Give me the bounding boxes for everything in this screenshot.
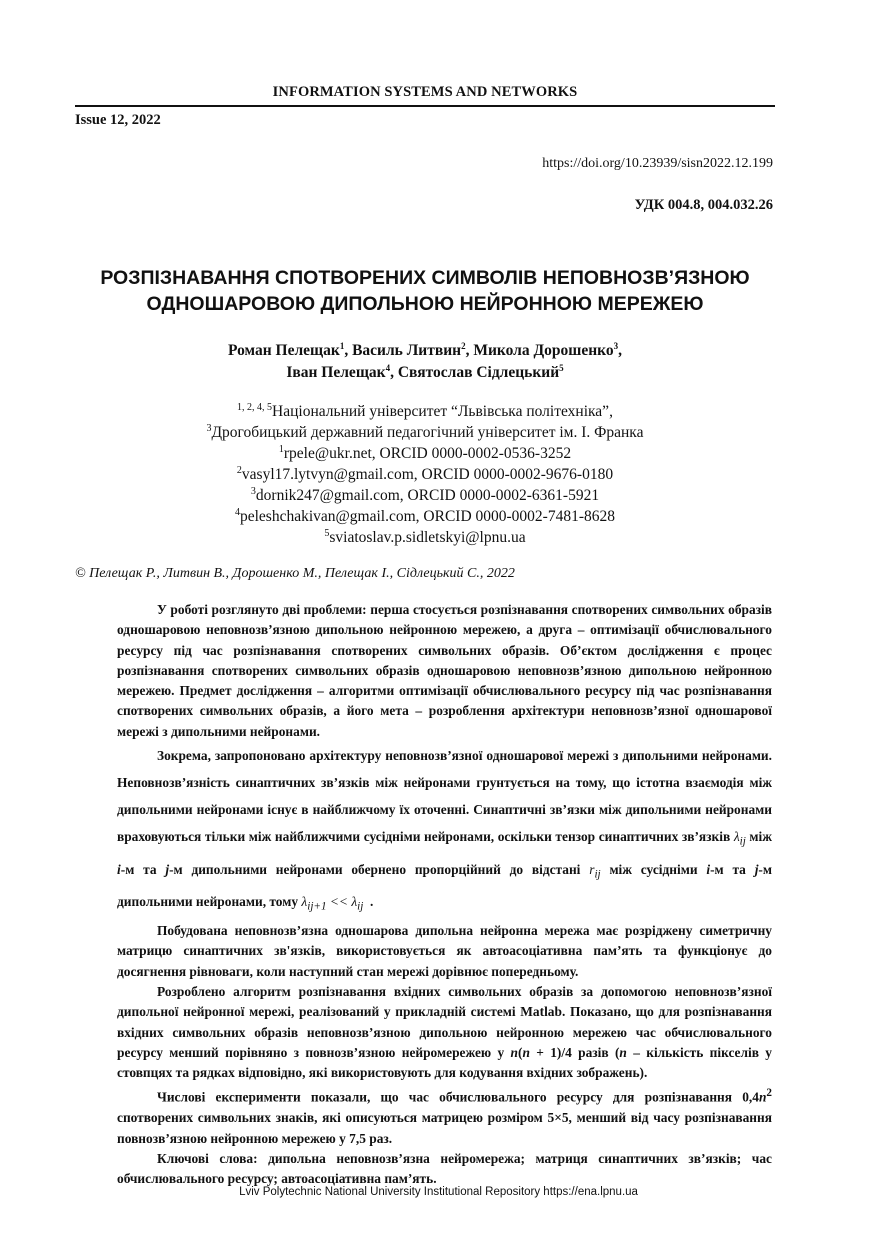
index-i: i [706, 861, 711, 877]
abstract-text: між [749, 829, 772, 845]
affiliation-line [75, 464, 775, 485]
affiliation-email[interactable]: peleshchakivan@gmail.com, ORCID 0000-0002-7481-8628 [239, 508, 615, 525]
author-sep: , [390, 364, 398, 381]
abstract [117, 600, 772, 1189]
abstract-paragraph-2 [117, 742, 772, 921]
lambda-symbol: λ [733, 829, 740, 845]
abstract-text: між сусідніми [609, 861, 698, 877]
abstract-text: – кількість пікселів у стовпцях та рядках відповідно, які використовують для кодування вхідних зображень). [117, 1044, 772, 1081]
doi-link[interactable]: https://doi.org/10.23939/sisn2022.12.199 [542, 156, 773, 171]
abstract-text: ( [518, 1044, 523, 1060]
author-sep: , [465, 342, 474, 359]
author-sup: 1 [339, 340, 345, 351]
author-name: Святослав Сідлецький [397, 364, 560, 381]
author-name: Василь Литвин [352, 342, 462, 359]
affiliation-line [75, 527, 775, 548]
index-i: i [117, 861, 121, 877]
udk-code: УДК 004.8, 004.032.26 [634, 197, 773, 213]
abstract-paragraph-5 [117, 1083, 772, 1148]
variable-n: n [522, 1044, 530, 1060]
variable-n: n [619, 1044, 627, 1060]
affiliation-sup: 3 [250, 485, 256, 497]
title-line-2: ОДНОШАРОВОЮ ДИПОЛЬНОЮ НЕЙРОННОЮ МЕРЕЖЕЮ [146, 293, 704, 315]
title-line-1: РОЗПІЗНАВАННЯ СПОТВОРЕНИХ СИМВОЛІВ НЕПОВНОЗВ’ЯЗНОЮ [100, 267, 750, 289]
author-name: Микола Дорошенко [473, 342, 614, 359]
affiliation-email[interactable]: dornik247@gmail.com, ORCID 0000-0002-6361-5921 [255, 487, 600, 504]
abstract-text: спотворених символьних знаків, які описуються матрицею розміром 5×5, менший від часу розпізнавання повнозв’язною нейронною мережею у 7,5 раз. [117, 1110, 772, 1146]
abstract-text: Розроблено алгоритм розпізнавання вхідних символьних образів за допомогою неповнозв’язної дипольної нейронної мережі, реалізований у прикладній системі Matlab. Показано, що для розпізнавання вхідних символьних образів неповнозв’язною дипольною нейронною мережею час обчислювального ресурсу менший порівняно з повнозв’язною нейромережею у [117, 983, 772, 1060]
authors-line-1 [75, 340, 775, 362]
abstract-text: -м дипольними нейронами, тому [117, 861, 773, 910]
abstract-text: + 1)/4 разів ( [529, 1044, 620, 1060]
distance-r: r [589, 861, 595, 877]
affiliation-email[interactable]: rpele@ukr.net, ORCID 0000-0002-0536-3252 [283, 445, 572, 462]
author-sup: 5 [559, 362, 564, 373]
index-j: j [165, 861, 170, 877]
affiliation-text: Національний університет “Львівська політехніка”, [272, 403, 613, 420]
journal-name: INFORMATION SYSTEMS AND NETWORKS [272, 84, 578, 100]
affiliation-line [75, 443, 775, 464]
abstract-paragraph-1: У роботі розглянуто дві проблеми: перша стосується розпізнавання спотворених символьних образів одношаровою неповнозв’язною дипольною нейронною мережею, а друга – оптимізації обчислювального ресурсу під час розпізнавання спотворених символьних образів. Об’єктом дослідження є процес розпізнавання спотворених символьних образів одношаровою неповнозв’язною дипольною нейронною мережею. Предмет дослідження – алгоритми оптимізації обчислювального ресурсу під час розпізнавання спотворених символьних образів, а його мета – розроблення архітектури неповнозв’язної одношарової мережі з дипольними нейронами. [117, 602, 772, 739]
affiliation-sup: 2 [236, 464, 242, 476]
repository-footer: Lviv Polytechnic National University Institutional Repository https://ena.lpnu.ua [239, 1186, 638, 1198]
variable-n: n [510, 1044, 518, 1060]
affiliation-line [75, 401, 775, 422]
copyright-line: © Пелещак Р., Литвин В., Дорошенко М., Пелещак І., Сідлецький С., 2022 [75, 566, 515, 581]
lambda-subscript: ij+1 [307, 901, 327, 914]
exponent: 2 [766, 1087, 772, 1100]
variable-n: n [758, 1089, 767, 1105]
abstract-text: . [370, 894, 374, 910]
abstract-paragraph-4 [117, 982, 772, 1083]
author-sup: 2 [461, 340, 466, 351]
authors-block [75, 340, 775, 384]
lambda-symbol: λ [301, 894, 308, 910]
abstract-text: -м дипольними нейронами обернено пропорційний до відстані [169, 861, 581, 877]
author-sep: , [344, 342, 353, 359]
abstract-paragraph-3: Побудована неповнозв’язна одношарова дипольна нейронна мережа має розріджену симетричну матрицю синаптичних зв'язків, використовується як автоасоціативна пам’ять та функціонує до досягнення рівноваги, коли наступний стан мережі дорівнює попередньому. [117, 923, 772, 979]
abstract-text: -м та [710, 861, 746, 877]
affiliation-line [75, 506, 775, 527]
author-name: Роман Пелещак [227, 342, 340, 359]
author-name: Іван Пелещак [286, 364, 386, 381]
authors-line-2 [75, 362, 775, 384]
abstract-text: Зокрема, запропоновано архітектуру неповнозв’язної одношарової мережі з дипольними нейронами. Неповнозв’язність синаптичних зв’язків між нейронами грунтується на тому, що істотна взаємодія між дипольними нейронами існує в найближчому їх оточенні. Синаптичні зв’язки між дипольними нейронами враховуються тільки між найближчими сусідніми нейронами, оскільки тензор синаптичних зв’язків [117, 748, 772, 845]
affiliation-email[interactable]: vasyl17.lytvyn@gmail.com, ORCID 0000-0002-9676-0180 [241, 466, 614, 483]
keywords: Ключові слова: дипольна неповнозв’язна нейромережа; матриця синаптичних зв’язків; час обчислювального ресурсу; автоасоціативна пам’ять. [117, 1150, 772, 1187]
abstract-text: Числові експерименти показали, що час обчислювального ресурсу для розпізнавання 0,4 [157, 1089, 759, 1105]
affiliation-sup: 5 [324, 527, 330, 539]
affiliation-email[interactable]: sviatoslav.p.sidletskyi@lpnu.ua [329, 529, 526, 546]
author-sup: 4 [385, 362, 391, 373]
lambda-subscript: ij [357, 901, 364, 914]
header-rule [75, 105, 775, 107]
lambda-symbol: λ [351, 894, 358, 910]
affiliation-line [75, 485, 775, 506]
issue-label: Issue 12, 2022 [75, 112, 161, 128]
affiliation-sup: 3 [206, 422, 212, 434]
author-sup: 3 [613, 340, 619, 351]
affiliation-sup: 4 [234, 506, 240, 518]
index-j: j [754, 861, 759, 877]
distance-subscript: ij [594, 868, 601, 881]
lambda-subscript: ij [739, 835, 746, 848]
affiliation-text: Дрогобицький державний педагогічний університет ім. І. Франка [211, 424, 644, 441]
affiliations-block [75, 401, 775, 548]
affiliation-line [75, 422, 775, 443]
affiliation-sup: 1, 2, 4, 5 [237, 401, 273, 413]
abstract-text: -м та [120, 861, 157, 877]
much-less-symbol: << [326, 894, 352, 910]
paper-title [60, 265, 790, 317]
affiliation-sup: 1 [278, 443, 284, 455]
author-sep: , [618, 342, 622, 359]
